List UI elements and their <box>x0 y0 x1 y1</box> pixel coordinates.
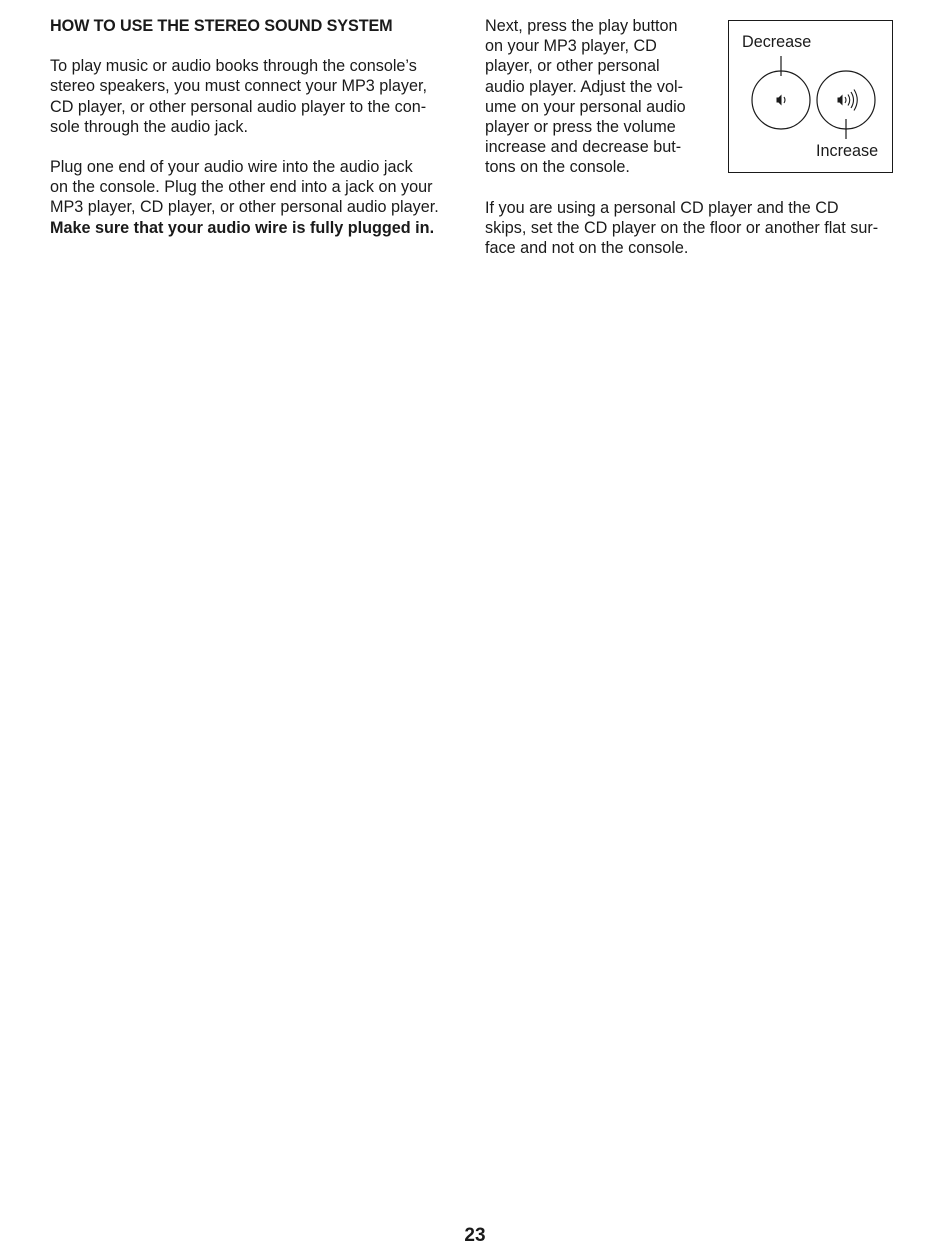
speaker-low-icon <box>752 71 810 129</box>
volume-buttons-drawing <box>729 21 894 174</box>
section-heading: HOW TO USE THE STEREO SOUND SYSTEM <box>50 17 393 35</box>
plug-instructions-text: Plug one end of your audio wire into the audio jack on the console. Plug the other end into a jack on your MP3 player, CD player, or other personal audio player. <box>50 158 439 217</box>
left-column <box>50 16 465 238</box>
plug-instructions <box>50 157 465 238</box>
decrease-sound-wave <box>784 97 785 103</box>
increase-sound-wave-2 <box>848 95 850 106</box>
increase-label: Increase <box>816 142 879 160</box>
intro-paragraph: To play music or audio books through the console’s stereo speakers, you must connect your MP3 player, CD player, or other personal audio player to the con- sole through the audio jack. <box>50 57 427 136</box>
increase-sound-wave-3 <box>851 92 854 108</box>
decrease-label: Decrease <box>742 33 812 51</box>
plug-warning: Make sure that your audio wire is fully plugged in. <box>50 218 435 237</box>
page-number: 23 <box>464 1225 486 1246</box>
volume-buttons-figure <box>728 20 893 173</box>
cd-player-note: If you are using a personal CD player and the CD skips, set the CD player on the floor or another flat sur- face and not on the console. <box>485 198 879 258</box>
decrease-speaker-shape <box>777 95 782 106</box>
increase-sound-wave-4 <box>854 90 857 111</box>
play-instructions: Next, press the play button on your MP3 player, CD player, or other personal audio player. Adjust the vol- ume on your personal audio player or press the volume increase and decrease but- tons on the console. <box>485 17 686 177</box>
increase-speaker-shape <box>838 95 843 106</box>
increase-sound-wave-1 <box>845 97 846 103</box>
